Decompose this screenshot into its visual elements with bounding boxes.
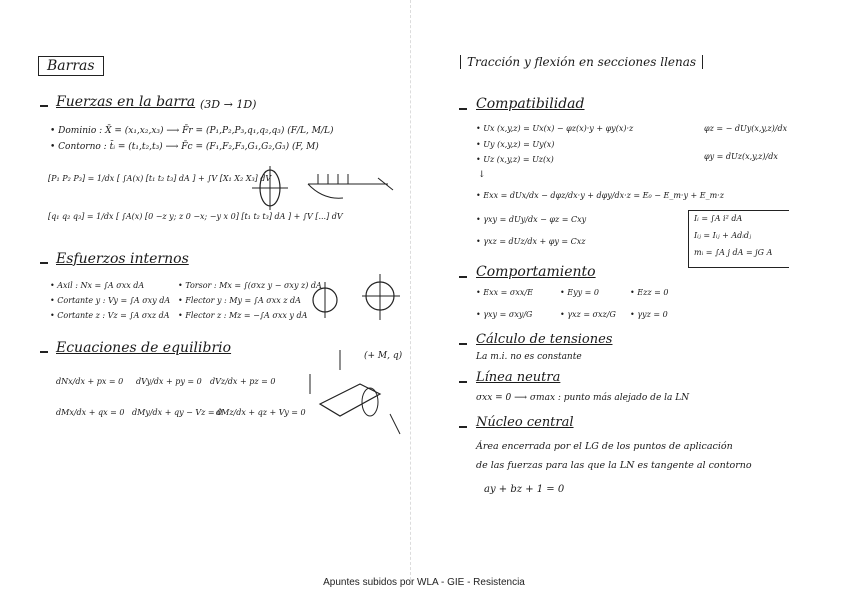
equilibrio-eq-1b: dVy/dx + py = 0 <box>136 377 202 386</box>
equilibrio-eq-1a: dNx/dx + px = 0 <box>56 377 124 386</box>
compat-ux: • Ux (x,y,z) = Ux(x) − φz(x)·y + φy(x)·z <box>476 124 634 133</box>
down-arrow: ↓ <box>478 170 486 180</box>
compat-uy: • Uy (x,y,z) = Uy(x) <box>476 140 555 149</box>
equilibrio-eq-2a: dMx/dx + qx = 0 <box>56 408 125 417</box>
bullet-dash <box>459 108 467 110</box>
bullet-dash <box>40 351 48 353</box>
compat-gxz: • γxz = dUz/dx + φy = Cxz <box>476 237 586 246</box>
comport-exx: • Exx = σxx/E <box>476 288 533 297</box>
cortante-y-line: • Cortante y : Vy = ∫A σxy dA <box>50 296 171 305</box>
comport-ezz: • Ezz = 0 <box>630 288 669 297</box>
sketch-label-mq: (+ M, q) <box>364 351 403 361</box>
cortante-z-line: • Cortante z : Vz = ∫A σxz dA <box>50 311 170 320</box>
axil-line: • Axil : Nx = ∫A σxx dA <box>50 281 145 290</box>
comport-gxy: • γxy = σxy/G <box>476 310 533 319</box>
tensiones-text: La m.i. no es constante <box>476 352 582 362</box>
dominio-line: • Dominio : X̄ = (x₁,x₂,x₃) ⟶ F̄r = (P₁,P₂,P₃,q₁,q₂,q₃) (F/L, M/L) <box>50 126 334 136</box>
flector-y-line: • Flector y : My = ∫A σxx z dA <box>178 296 301 305</box>
compat-exx: • Exx = dUx/dx − dφz/dx·y + dφy/dx·z = E₀ − E_m·y + E_m·z <box>476 191 724 200</box>
nucleo-line-2: de las fuerzas para las que la LN es tangente al contorno <box>476 460 752 471</box>
inertia-line-3: mᵢ = ∫A j dA = jG A <box>694 248 773 257</box>
equilibrio-eq-2c: dMz/dx + qz + Vy = 0 <box>216 408 306 417</box>
bullet-dash <box>459 426 467 428</box>
heading-comportamiento: Comportamiento <box>476 264 596 280</box>
phi-z-def: φz = − dUy(x,y,z)/dx <box>704 124 788 133</box>
compat-uz: • Uz (x,y,z) = Uz(x) <box>476 155 554 164</box>
flector-z-line: • Flector z : Mz = −∫A σxx y dA <box>178 311 308 320</box>
inertia-line-1: Iᵢ = ∫A i² dA <box>694 214 743 223</box>
heading-linea-neutra: Línea neutra <box>476 370 561 385</box>
heading-nucleo: Núcleo central <box>476 415 574 430</box>
heading-fuerzas-tag: (3D → 1D) <box>200 98 257 111</box>
contorno-line: • Contorno : t̄ᵢ = (t₁,t₂,t₃) ⟶ F̄c = (F₁,F₂,F₃,G₁,G₂,G₃) (F, M) <box>50 142 319 152</box>
heading-compatibilidad: Compatibilidad <box>476 96 585 112</box>
equilibrio-eq-2b: dMy/dx + qy − Vz = 0 <box>132 408 223 417</box>
comport-gxz: • γxz = σxz/G <box>560 310 616 319</box>
right-title: Tracción y flexión en secciones llenas <box>460 55 703 69</box>
bullet-dash <box>40 105 48 107</box>
heading-equilibrio: Ecuaciones de equilibrio <box>56 340 232 356</box>
heading-tensiones: Cálculo de tensiones <box>476 332 613 347</box>
nucleo-equation: ay + bz + 1 = 0 <box>484 484 565 495</box>
bullet-dash <box>459 381 467 383</box>
inertia-line-2: Iᵢⱼ = Iᵢⱼ + Adᵢdⱼ <box>694 231 752 240</box>
beam-section-sketch <box>248 160 398 220</box>
linea-neutra-text: σxx = 0 ⟶ σmax : punto más alejado de la LN <box>476 393 690 403</box>
bullet-dash <box>459 343 467 345</box>
internal-forces-sketch <box>300 262 410 332</box>
comport-gyz: • γyz = 0 <box>630 310 668 319</box>
nucleo-line-1: Área encerrada por el LG de los puntos de aplicación <box>476 441 733 452</box>
heading-esfuerzos: Esfuerzos internos <box>56 251 189 267</box>
equation-p: [P₁ P₂ P₃] = 1/dx [ ∫A(x) [t₁ t₂ t₃] dA ] + ∫V [X₁ X₂ X₃] dV <box>48 174 272 183</box>
bullet-dash <box>459 276 467 278</box>
heading-fuerzas: Fuerzas en la barra <box>56 94 196 110</box>
bullet-dash <box>40 262 48 264</box>
equilibrio-eq-1c: dVz/dx + pz = 0 <box>210 377 276 386</box>
comport-eyy: • Eyy = 0 <box>560 288 600 297</box>
equation-q: [q₁ q₂ q₃] = 1/dx [ ∫A(x) [0 −z y; z 0 −x; −y x 0] [t₁ t₂ t₃] dA ] + ∫V [...] dV <box>48 212 343 221</box>
left-title-barras: Barras <box>38 56 104 76</box>
page-fold-line <box>410 0 411 580</box>
compat-gxy: • γxy = dUy/dx − φz = Cxy <box>476 215 587 224</box>
torsor-line: • Torsor : Mx = ∫(σxz y − σxy z) dA <box>178 281 322 290</box>
phi-y-def: φy = dUz(x,y,z)/dx <box>704 152 778 161</box>
page-footer: Apuntes subidos por WLA - GIE - Resistencia <box>323 577 525 588</box>
